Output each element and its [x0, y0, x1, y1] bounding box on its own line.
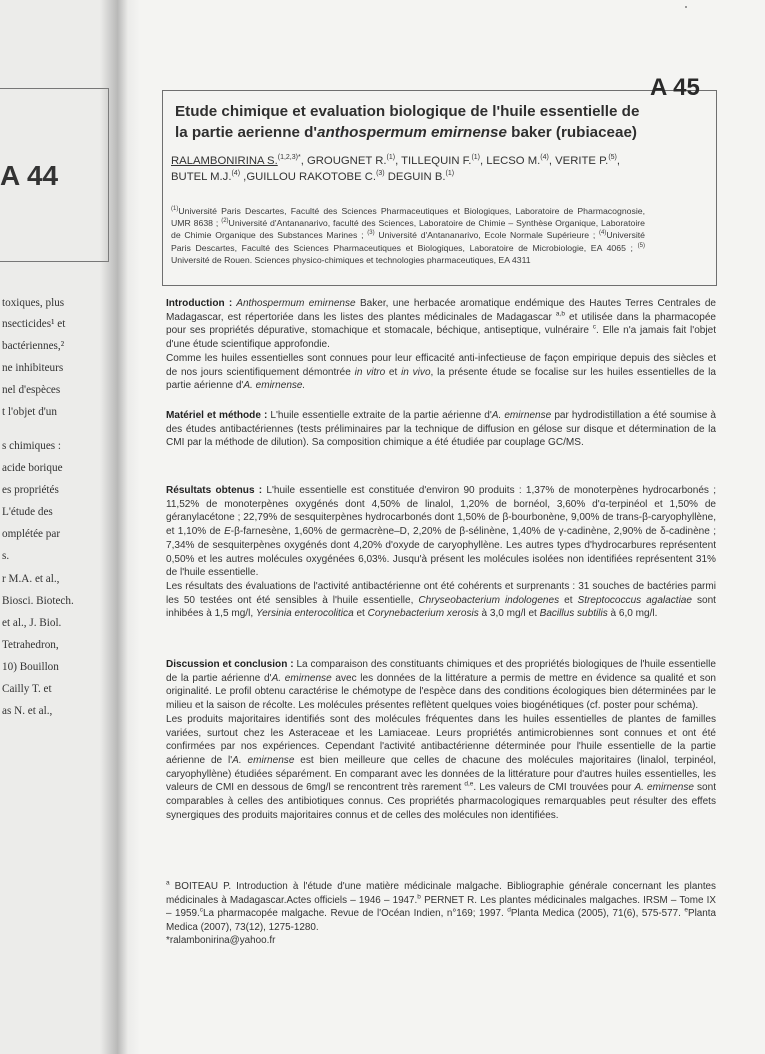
- references: $^a$ BOITEAU P. Introduction à l'étude d'une matière médicinale malgache. Bibliographie générale concernant les plantes médicinales à Madagascar.Actes officiels – 1946 – 1947.$^b$ PERNET R. Les plantes médicinales malgaches. IRSM – Tome IX – 1959.$^c$La pharmacopée malgache. Revue de l'Océan Indien, n°169; 1997. $^d$Planta Medica (2005), 71(6), 575-577. $^e$Planta Medica (2007), 73(12), 1275-1280. *ralambonirina@yahoo.fr: [166, 879, 716, 947]
- abstract-code: A 45: [650, 74, 700, 101]
- affiliation-mark: (3): [367, 230, 375, 237]
- affiliation-mark: (4): [599, 230, 607, 237]
- abstract-header-box: [162, 90, 717, 286]
- author-name: BUTEL M.J.: [171, 171, 232, 183]
- previous-page-line: nsecticides¹ et: [2, 318, 66, 330]
- author-name: GROUGNET R.: [306, 155, 387, 167]
- previous-page-line: es propriétés: [2, 484, 59, 496]
- affiliation-mark: (5): [637, 242, 645, 249]
- scan-speck: [685, 6, 687, 8]
- author-name: LECSO M.: [486, 155, 541, 167]
- previous-page-line: acide borique: [2, 462, 63, 474]
- affiliation-mark: (2): [221, 218, 229, 225]
- discussion-section: Discussion et conclusion : La comparaison des constituants chimiques et des propriétés biologiques de l'huile essentielle de la partie aérienne d'A. emirnense avec les données de la littérature a permis de mettre en évidence sa qualité et son originalité. Le profil obtenu caractérise le chémotype de l'espèce dans des conditions écologiques bien déterminées par le milieu et la saison de récolte. Les molécules présentes reflètent quelques voies biogénétiques (cf. poster pour schéma). Les produits majoritaires identifiés sont des molécules fréquentes dans les huiles essentielles de plantes de familles variées, surtout chez les Asteraceae et les Lamiaceae. Leurs propriétés antimicrobiennes sont connues et ont été confirmées par nos expériences. Cependant l'activité antibactérienne déterminée pour l'huile essentielle de la partie aérienne de l'A. emirnense est bien meilleure que celles de chacune des molécules majoritaires (linalol, terpinéol, caryophyllène) étudiées séparément. En comparant avec les données de la littérature pour d'autres huiles essentielles, les valeurs de CMI en dessous de 6mg/l se rencontrent très rarement $^{d,e}$. Les valeurs de CMI trouvées pour A. emirnense sont comparables à celles des antibiotiques connus. Ces propriétés pharmacologiques remarquables peut résulter des effets synergiques des produits majoritaires connus et de celles des molécules non identifiées.: [166, 659, 716, 821]
- previous-page-line: Cailly T. et: [2, 683, 52, 695]
- previous-page-line: 10) Bouillon: [2, 661, 59, 673]
- author-affiliation-mark: (4): [231, 170, 241, 178]
- previous-page-line: nel d'espèces: [2, 384, 61, 396]
- previous-page-line: ne inhibiteurs: [2, 362, 64, 374]
- author-separator: ,: [480, 155, 487, 167]
- previous-page-line: s.: [2, 550, 10, 562]
- affiliation-text: Université Paris Descartes, Faculté des Sciences Pharmaceutiques et Biologiques, Laboratoire de Microbiologie, EA 4065 ;: [171, 230, 645, 253]
- author-affiliation-mark: (1): [386, 154, 396, 162]
- previous-page-line: as N. et al.,: [2, 705, 53, 717]
- author-separator: ,: [240, 171, 247, 183]
- author-affiliation-mark: (1,2,3)*: [277, 154, 301, 162]
- author-affiliation-mark: (1): [471, 154, 481, 162]
- contact-email: *ralambonirina@yahoo.fr: [166, 935, 276, 947]
- previous-page-line: L'étude des: [2, 506, 53, 518]
- page-fold-shadow: [100, 0, 140, 1054]
- previous-page-line: et al., J. Biol.: [2, 617, 62, 629]
- methods-section: Matériel et méthode : L'huile essentielle extraite de la partie aérienne d'A. emirnense par hydrodistillation a été soumise à des études antibactériennes (tests préliminaires par la technique de diffusion en gélose sur disque et détermination de la CMI par la méthode de dilution). Sa composition chimique a été étudiée par couplage GC/MS.: [166, 410, 716, 449]
- affiliation-mark: (1): [171, 206, 179, 213]
- previous-page-line: bactériennes,²: [2, 340, 65, 352]
- affiliations: [171, 205, 645, 266]
- author-name: DEGUIN B.: [387, 171, 446, 183]
- previous-page-line: r M.A. et al.,: [2, 573, 60, 585]
- previous-page-line: t l'objet d'un: [2, 406, 57, 418]
- introduction-section: Introduction : Anthospermum emirnense Baker, une herbacée aromatique endémique des Hautes Terres Centrales de Madagascar, est répertoriée dans les listes des plantes médicinales de Madagascar $^{a,b}$ et utilisée dans la pharmacopée pour ses propriétés dépurative, stomachique et stomacale, béchique, antiseptique, vulnéraire $^c$. Elle n'a jamais fait l'objet d'une étude scientifique approfondie. Comme les huiles essentielles sont connues pour leur efficacité anti-infectieuse de façon empirique depuis des siècles et de nos jours scientifiquement démontrée in vitro et in vivo, la présente étude se focalise sur les huiles essentielles de la partie aérienne d'A. emirnense.: [166, 298, 716, 392]
- previous-page-line: s chimiques :: [2, 440, 62, 452]
- previous-page-line: Biosci. Biotech.: [2, 595, 74, 607]
- author-name: VERITE P.: [555, 155, 609, 167]
- author-name: TILLEQUIN F.: [401, 155, 472, 167]
- author-name: GUILLOU RAKOTOBE C.: [246, 171, 377, 183]
- affiliation-text: Université d'Antananarivo, Ecole Normale Supérieure ;: [374, 230, 600, 241]
- author-separator: ,: [395, 155, 402, 167]
- author-separator: ,: [548, 155, 556, 167]
- author-affiliation-mark: (5): [608, 154, 617, 162]
- previous-page-line: toxiques, plus: [2, 297, 65, 309]
- author-separator: ,: [300, 155, 307, 167]
- previous-abstract-code: A 44: [0, 160, 59, 191]
- results-section: Résultats obtenus : L'huile essentielle est constituée d'environ 90 produits : 1,37% de monoterpènes hydrocarbonés ; 11,52% de monoterpènes oxygénés dont 4,50% de linalol, 1,20% de bornéol, 3,60% d'α-terpinéol et 1,50% de géranylacétone ; 22,79% de sesquiterpènes hydrocarbonés dont 1,50% de β-bourbonène, 9,00% de trans-β-caryophyllène, et 1,10% de E-β-farnesène, 1,60% de germacrène–D, 2,20% de β-sélinène, 1,40% de γ-cadinène, 2,90% de δ-cadinène ; 7,34% de sesquiterpènes oxygénés dont 4,20% d'oxyde de caryophyllène. Les autres types d'hydrocarbures représentent 0,50% et les autres molécules oxygénées 6,03%. Jusqu'à présent les molécules isolées non identifiées représentent 31% de l'huile essentielle. Les résultats des évaluations de l'activité antibactérienne ont été cohérents et surprenants : 31 souches de bactéries parmi les 50 testées ont été sensibles à l'huile essentielle, Chryseobacterium indologenes et Streptococcus agalactiae sont inhibées à 1,5 mg/l, Yersinia enterocolitica et Corynebacterium xerosis à 3,0 mg/l et Bacillus subtilis à 6,0 mg/l.: [166, 485, 716, 620]
- author-separator: ,: [616, 155, 621, 167]
- previous-page-line: Tetrahedron,: [2, 639, 59, 651]
- affiliation-text: Université de Rouen. Sciences physico-chimiques et technologies pharmaceutiques, EA 4311: [171, 254, 531, 265]
- affiliation-text: Université d'Antananarivo, faculté des Sciences, Laboratoire de Chimie – Synthèse Organique, Laboratoire de Chimie Organique des Substances Marines ;: [171, 218, 645, 241]
- author-affiliation-mark: (3): [376, 170, 385, 178]
- author-affiliation-mark: (1): [445, 170, 455, 178]
- author-list: [171, 153, 649, 185]
- author-name: RALAMBONIRINA S.: [171, 155, 278, 167]
- affiliation-text: Université Paris Descartes, Faculté des Sciences Pharmaceutiques et Biologiques, Laboratoire de Pharmacognosie, UMR 8638 ;: [171, 206, 645, 229]
- author-affiliation-mark: (4): [540, 154, 549, 162]
- previous-page-line: omplétée par: [2, 528, 61, 540]
- abstract-title: Etude chimique et evaluation biologique de l'huile essentielle de la partie aerienne d'anthospermum emirnense baker (rubiaceae): [175, 103, 640, 141]
